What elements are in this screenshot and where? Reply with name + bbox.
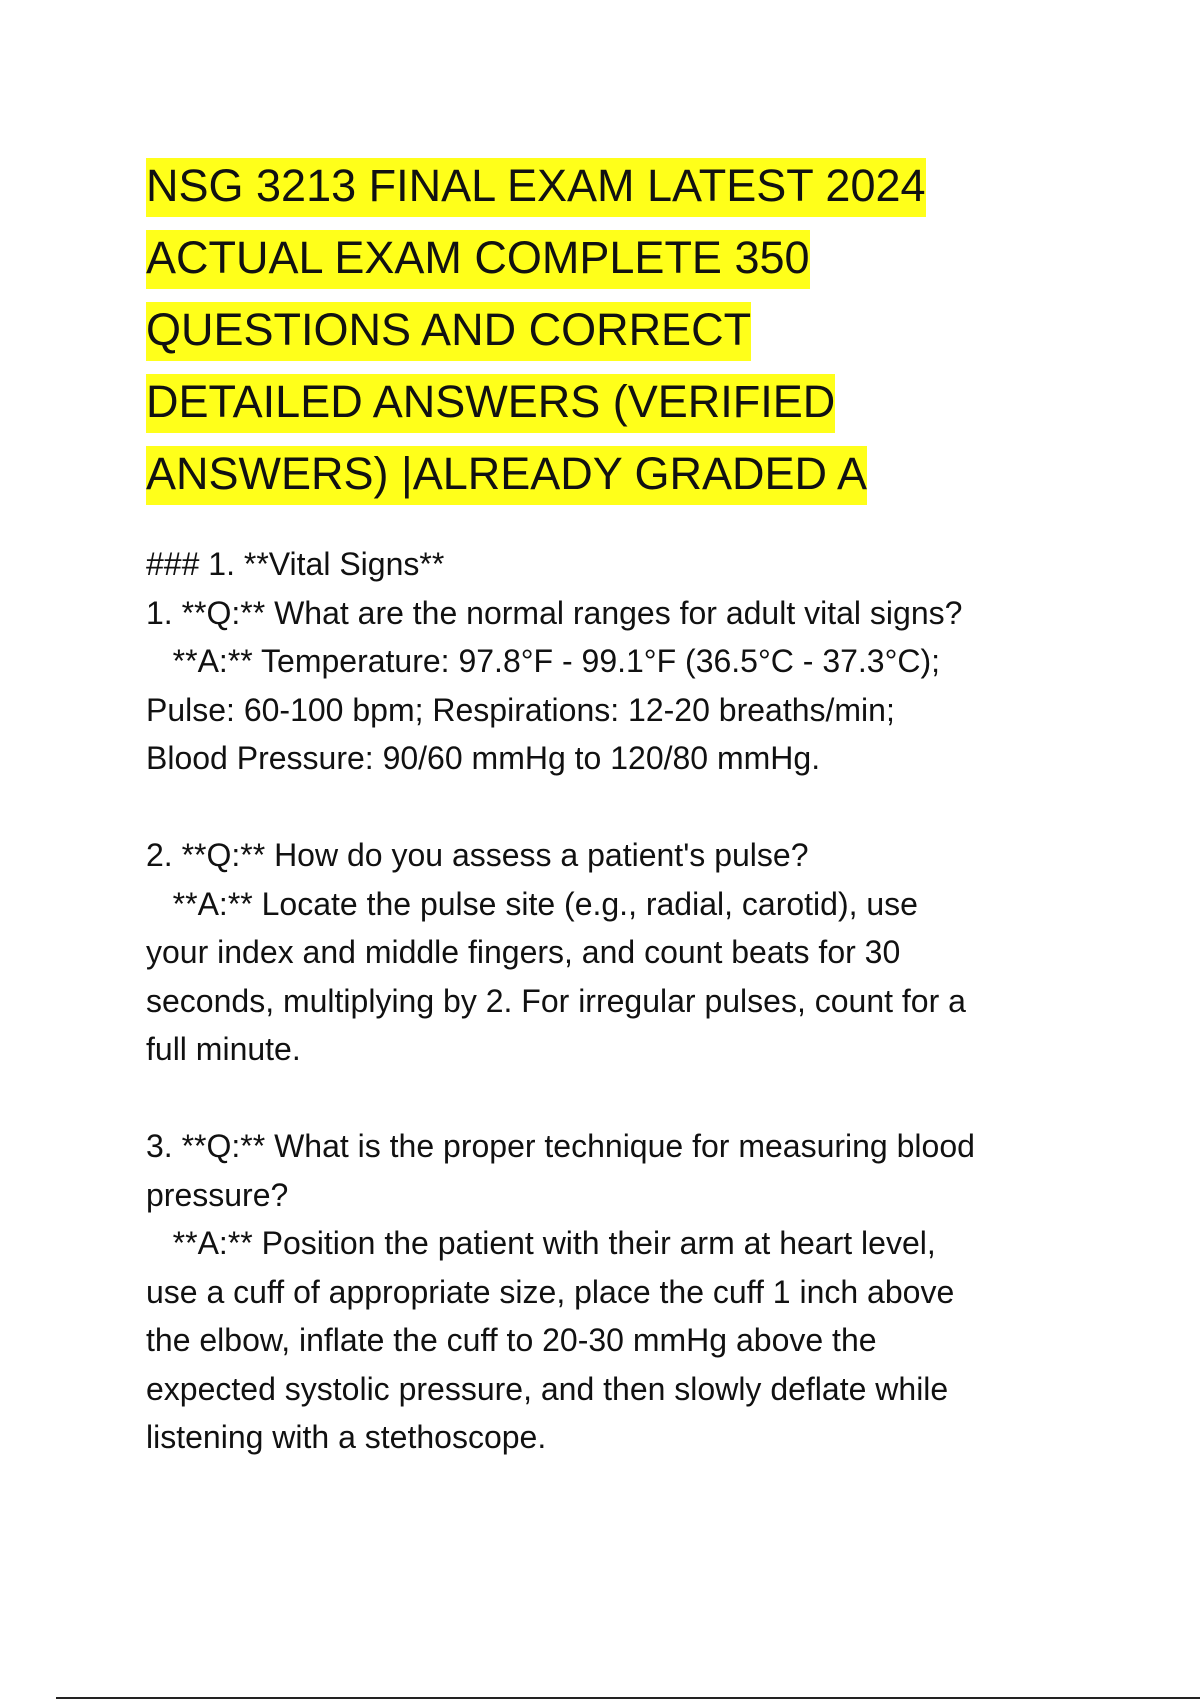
answer-text: **A:** Locate the pulse site (e.g., radial, carotid), use [146,885,918,922]
title-line: NSG 3213 FINAL EXAM LATEST 2024 [146,150,1106,222]
title-line: QUESTIONS AND CORRECT [146,294,1106,366]
answer-text: Blood Pressure: 90/60 mmHg to 120/80 mmHg. [146,740,821,776]
answer-text: seconds, multiplying by 2. For irregular pulses, count for a [146,982,966,1019]
answer-text: **A:** Position the patient with their arm at heart level, [146,1225,936,1261]
question-text: 1. **Q:** What are the normal ranges for adult vital signs? [146,594,963,631]
qa-item-1 [146,589,1106,783]
answer-text: **A:** Temperature: 97.8°F - 99.1°F (36.5°C - 37.3°C); [146,643,941,679]
answer-text: your index and middle fingers, and count beats for 30 [146,934,901,970]
answer-text: the elbow, inflate the cuff to 20-30 mmHg above the [146,1322,877,1358]
page-bottom-rule [56,1697,1200,1699]
answer-text: full minute. [146,1031,301,1067]
question-text: 2. **Q:** How do you assess a patient's pulse? [146,837,809,873]
answer-text: use a cuff of appropriate size, place the cuff 1 inch above [146,1273,955,1310]
title-line: ANSWERS) |ALREADY GRADED A [146,438,1106,510]
qa-item-2 [146,831,1106,1074]
document-body [146,540,1106,1462]
answer-text: Pulse: 60-100 bpm; Respirations: 12-20 breaths/min; [146,691,895,728]
section-heading: ### 1. **Vital Signs** [146,546,445,582]
question-text: 3. **Q:** What is the proper technique for measuring blood [146,1128,975,1164]
answer-text: listening with a stethoscope. [146,1419,547,1455]
qa-item-3 [146,1122,1106,1462]
paragraph-gap [146,783,1106,832]
paragraph-gap [146,1074,1106,1123]
title-line: DETAILED ANSWERS (VERIFIED [146,366,1106,438]
document-title [146,150,1106,510]
title-line: ACTUAL EXAM COMPLETE 350 [146,222,1106,294]
answer-text: expected systolic pressure, and then slowly deflate while [146,1370,949,1407]
question-text: pressure? [146,1176,289,1213]
